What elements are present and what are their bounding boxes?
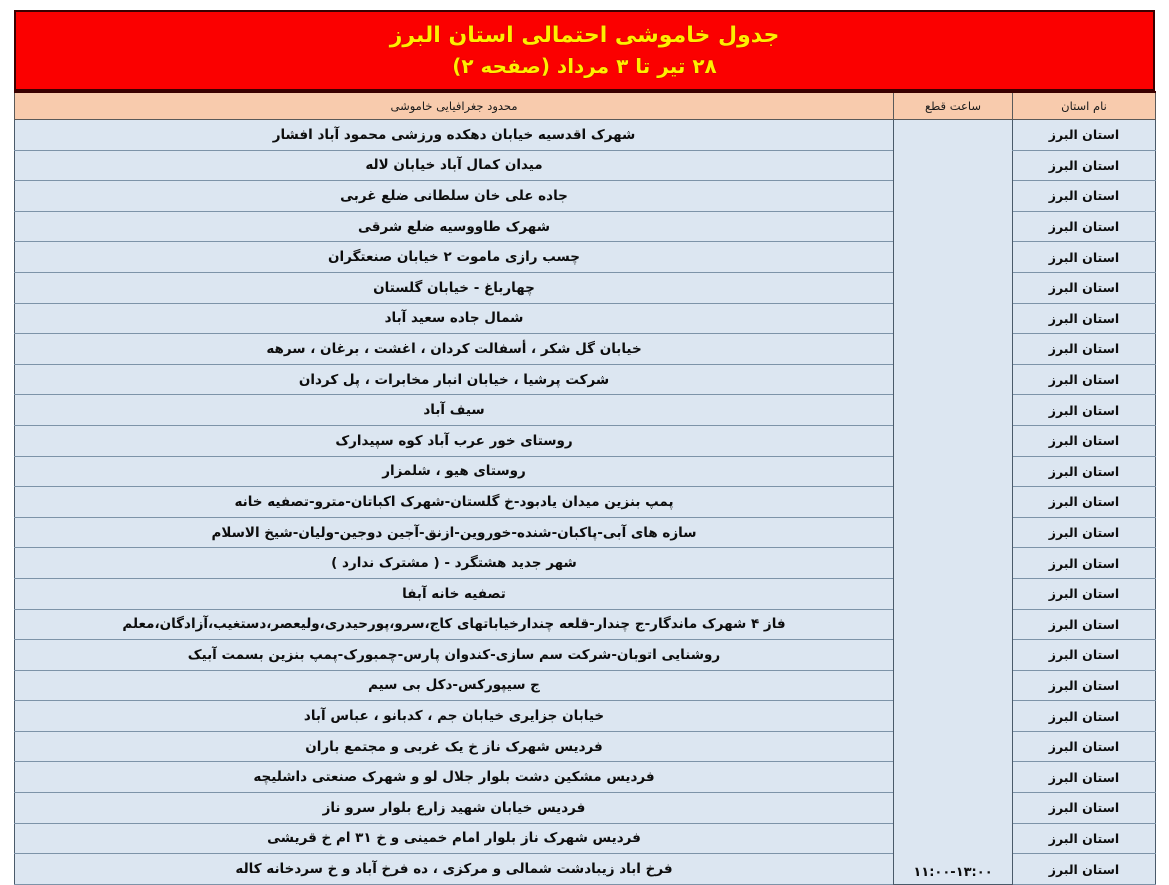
column-header-outage-time: ساعت قطع: [894, 92, 1013, 120]
cell-geographic-area: چسب رازی ماموت ۲ خیابان صنعتگران: [15, 242, 894, 273]
column-header-province: نام استان: [1013, 92, 1156, 120]
cell-geographic-area: شمال جاده سعید آباد: [15, 303, 894, 334]
cell-geographic-area: شرکت پرشیا ، خیابان انبار مخابرات ، پل کردان: [15, 364, 894, 395]
cell-province: استان البرز: [1013, 548, 1156, 579]
cell-province: استان البرز: [1013, 701, 1156, 732]
cell-province: استان البرز: [1013, 793, 1156, 824]
cell-province: استان البرز: [1013, 303, 1156, 334]
cell-province: استان البرز: [1013, 120, 1156, 151]
cell-geographic-area: چهارباغ - خیابان گلستان: [15, 272, 894, 303]
cell-geographic-area: جاده علی خان سلطانی ضلع غربی: [15, 181, 894, 212]
cell-province: استان البرز: [1013, 364, 1156, 395]
cell-province: استان البرز: [1013, 578, 1156, 609]
cell-geographic-area: پمپ بنزین میدان یادبود-خ گلستان-شهرک اکباتان-مترو-تصفیه خانه: [15, 487, 894, 518]
cell-geographic-area: شهرک طاووسیه ضلع شرقی: [15, 211, 894, 242]
cell-geographic-area: فردیس شهرک ناز بلوار امام خمینی و خ ۳۱ ام خ قریشی: [15, 823, 894, 854]
cell-geographic-area: روستای هیو ، شلمزار: [15, 456, 894, 487]
cell-geographic-area: روستای خور عرب آباد کوه سپیدارک: [15, 425, 894, 456]
cell-province: استان البرز: [1013, 517, 1156, 548]
cell-outage-time: ۱۱:۰۰-۱۳:۰۰: [894, 120, 1013, 885]
page-title: جدول خاموشی احتمالی استان البرز: [389, 23, 780, 49]
table-header-row: [15, 92, 1156, 120]
table-header: [15, 92, 1156, 120]
cell-province: استان البرز: [1013, 150, 1156, 181]
cell-geographic-area: فرخ اباد زیبادشت شمالی و مرکزی ، ده فرخ آباد و خ سردخانه کاله: [15, 854, 894, 885]
cell-geographic-area: فردیس خیابان شهید زارع بلوار سرو ناز: [15, 793, 894, 824]
cell-geographic-area: خیابان جزایری خیابان جم ، کدبانو ، عباس آباد: [15, 701, 894, 732]
cell-geographic-area: شهرک اقدسیه خیابان دهکده ورزشی محمود آباد افشار: [15, 120, 894, 151]
cell-geographic-area: فردیس شهرک ناز خ یک غربی و مجتمع باران: [15, 731, 894, 762]
cell-province: استان البرز: [1013, 731, 1156, 762]
cell-province: استان البرز: [1013, 211, 1156, 242]
column-header-geographic-area: محدود جغرافیایی خاموشی: [15, 92, 894, 120]
cell-province: استان البرز: [1013, 242, 1156, 273]
cell-province: استان البرز: [1013, 272, 1156, 303]
cell-province: استان البرز: [1013, 456, 1156, 487]
cell-province: استان البرز: [1013, 487, 1156, 518]
cell-province: استان البرز: [1013, 609, 1156, 640]
table-row: [15, 120, 1156, 151]
cell-province: استان البرز: [1013, 640, 1156, 671]
cell-geographic-area: فاز ۴ شهرک ماندگار-ج چندار-قلعه چندارخیاباتهای کاج،سرو،پورحیدری،ولیعصر،دستغیب،آزادگان،معلم: [15, 609, 894, 640]
cell-province: استان البرز: [1013, 670, 1156, 701]
cell-geographic-area: میدان کمال آباد خیابان لاله: [15, 150, 894, 181]
cell-geographic-area: روشنایی اتوبان-شرکت سم سازی-کندوان پارس-چمبورک-پمپ بنزین بسمت آبیک: [15, 640, 894, 671]
cell-geographic-area: سیف آباد: [15, 395, 894, 426]
cell-province: استان البرز: [1013, 181, 1156, 212]
table-body: [15, 120, 1156, 885]
cell-geographic-area: تصفیه خانه آبفا: [15, 578, 894, 609]
cell-province: استان البرز: [1013, 762, 1156, 793]
cell-geographic-area: سازه های آبی-پاکبان-شنده-خوروین-ازنق-آجین دوجین-ولیان-شیخ الاسلام: [15, 517, 894, 548]
cell-geographic-area: ج سیپورکس-دکل بی سیم: [15, 670, 894, 701]
cell-province: استان البرز: [1013, 425, 1156, 456]
title-banner: [14, 10, 1155, 91]
cell-province: استان البرز: [1013, 334, 1156, 365]
cell-province: استان البرز: [1013, 823, 1156, 854]
cell-province: استان البرز: [1013, 395, 1156, 426]
page-subtitle-date-range: ۲۸ تیر تا ۳ مرداد (صفحه ۲): [452, 53, 717, 78]
cell-geographic-area: شهر جدید هشتگرد - ( مشترک ندارد ): [15, 548, 894, 579]
cell-geographic-area: فردیس مشکین دشت بلوار جلال لو و شهرک صنعتی داشلیچه: [15, 762, 894, 793]
cell-province: استان البرز: [1013, 854, 1156, 885]
cell-geographic-area: خیابان گل شکر ، أسفالت کردان ، اغشت ، برغان ، سرهه: [15, 334, 894, 365]
outage-table: [14, 91, 1156, 885]
